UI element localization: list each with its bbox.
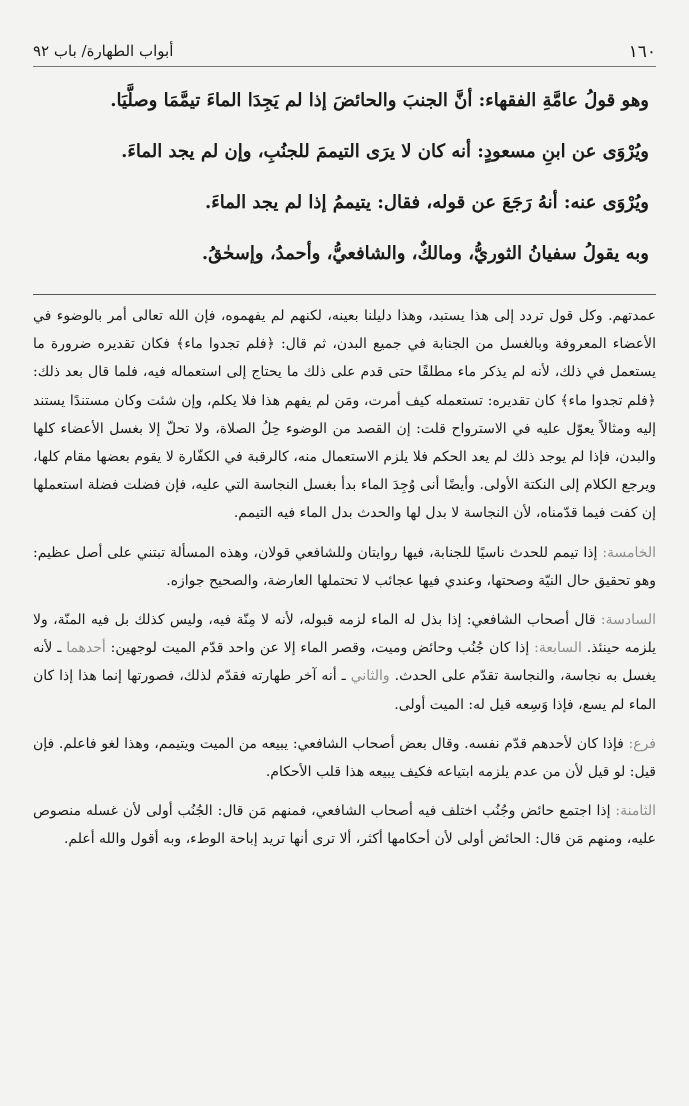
hadith-line: وهو قولُ عامَّةِ الفقهاء: أنَّ الجنبَ والحائضَ إذا لم يَجِدَا الماءَ تيمَّمَا وصلَّيَا. — [110, 90, 649, 111]
commentary-paragraph — [33, 606, 656, 719]
section-divider — [33, 294, 656, 295]
paragraph-text: إذا اجتمع حائض وجُنُب اختلف فيه أصحاب الشافعي، فمنهم مَن قال: الجُنُب أولى لأن غسله منصوص عليه، ومنهم مَن قال: الحائض أولى لأن أحكامها أكثر، ألا ترى أنها تريد إباحة الوطء، وبه أقول والله أعلم. — [33, 803, 656, 848]
hadith-line: وبه يقولُ سفيانُ الثوريُّ، ومالكٌ، والشافعيُّ، وأحمدُ، وإسحٰقُ. — [201, 243, 649, 264]
paragraph-text: فإذا كان لأحدهم قدّم نفسه. وقال بعض أصحاب الشافعي: يبيعه من الميت ويتيمم، وهذا لغو فاعلم. فإن قيل: لو قيل لأن من عدم يلزمه ابتياعه فكيف يبيعه هذا قلب الأحكام. — [33, 735, 656, 781]
issue-label: فرع: — [628, 735, 656, 752]
hadith-text — [40, 86, 649, 290]
running-head: أبواب الطهارة/ باب ٩٢ — [33, 42, 174, 60]
commentary-paragraph — [33, 539, 656, 595]
commentary — [33, 302, 656, 865]
point-label: والثاني — [350, 668, 390, 685]
issue-label: الثامنة: — [615, 803, 656, 820]
issue-label: الخامسة: — [602, 544, 656, 561]
paragraph-text: ـ أنه آخر طهارته فقدّم لذلك، فصورتها إنما هذا إذا كان الماء لم يسع، فإذا وَسِعه قيل له: الميت أولى. — [33, 668, 656, 713]
commentary-paragraph: عمدتهم. وكل قول تردد إلى هذا يستبد، وهذا دليلنا بعينه، لكنهم لم يفهموه، فإن الله تعالى أمر بالوضوء في الأعضاء المعروفة وبالغسل من الجنابة في جميع البدن، ثم قال: ﴿فلم تجدوا ماء﴾ فكان تقديره ضرورة ما يستعمل في ذلك، لأنه لم يذكر ماء مطلقًا حتى قدم على ذلك ما يحتاج إلى استعماله فيه، فلما قال بعد ذلك: ﴿فلم تجدوا ماء﴾ كان تقديره: تستعمله كيف أمرت، ومَن لم يفهم هذا فلا يكلم، وإن شئت وكان مستندًا يستند إليه ومثالاً يعوّل عليه في الاسترواح قلت: إن القصد من الوضوء حِلُ الصلاة، ولا تحلّ إلا بغسل الأعضاء كلها والبدن، فإذا لم يوجد ذلك لم يعد الحكم فلا يلزم الاستعمال منه، كالرقبة في الكفّارة لا يقوم بعضها مقام كلها، ويرجع الكلام إلى النكتة الأولى. وأيضًا أنى وُجِدَ الماء بدأ بغسل النجاسة التي عليه، فإن فضلت فضلة استعملها إن كفت فيما قدّمناه، لأن النجاسة لا بدل لها والحدث بدل الماء فيه التيمم. — [33, 308, 656, 522]
paragraph-text: قال أصحاب الشافعي: إذا بذل له الماء لزمه قبوله، لأنه لا مِنّة فيه، وليس كذلك بل فيه المنّة، ولا يلزمه حينئذ. — [33, 612, 656, 657]
page-number: ١٦٠ — [628, 42, 656, 62]
issue-label: السادسة: — [600, 612, 656, 629]
paragraph-text: إذا تيمم للحدث ناسيًا للجنابة، فيها روايتان وللشافعي قولان، وهذه المسألة تبتني على أصل عظيم: وهو تحقيق حال النيّة وصحتها، وعندي فيها عجائب لا تحتملها العارضة، والصحيح جوازه. — [33, 544, 656, 589]
commentary-paragraph — [33, 730, 656, 786]
issue-label: السابعة: — [534, 640, 582, 657]
hadith-line: ويُرْوَى عنه: أنهُ رَجَعَ عن قوله، فقال: يتيممُ إذا لم يجد الماءَ. — [204, 192, 649, 213]
page-header — [33, 40, 656, 67]
point-label: أحدهما — [66, 640, 106, 657]
commentary-paragraph — [33, 797, 656, 853]
paragraph-text: إذا كان جُنُب وحائض وميت، وقصر الماء إلا عن واحد قدّم الميت لوجهين: — [105, 640, 535, 657]
hadith-line: ويُرْوَى عن ابنِ مسعودٍ: أنه كان لا يرَى التيممَ للجنُبِ، وإن لم يجد الماءَ. — [121, 141, 649, 162]
paragraph-text: ـ لأنه يغسل به نجاسة، والنجاسة تقدّم على الحدث. — [33, 640, 656, 685]
